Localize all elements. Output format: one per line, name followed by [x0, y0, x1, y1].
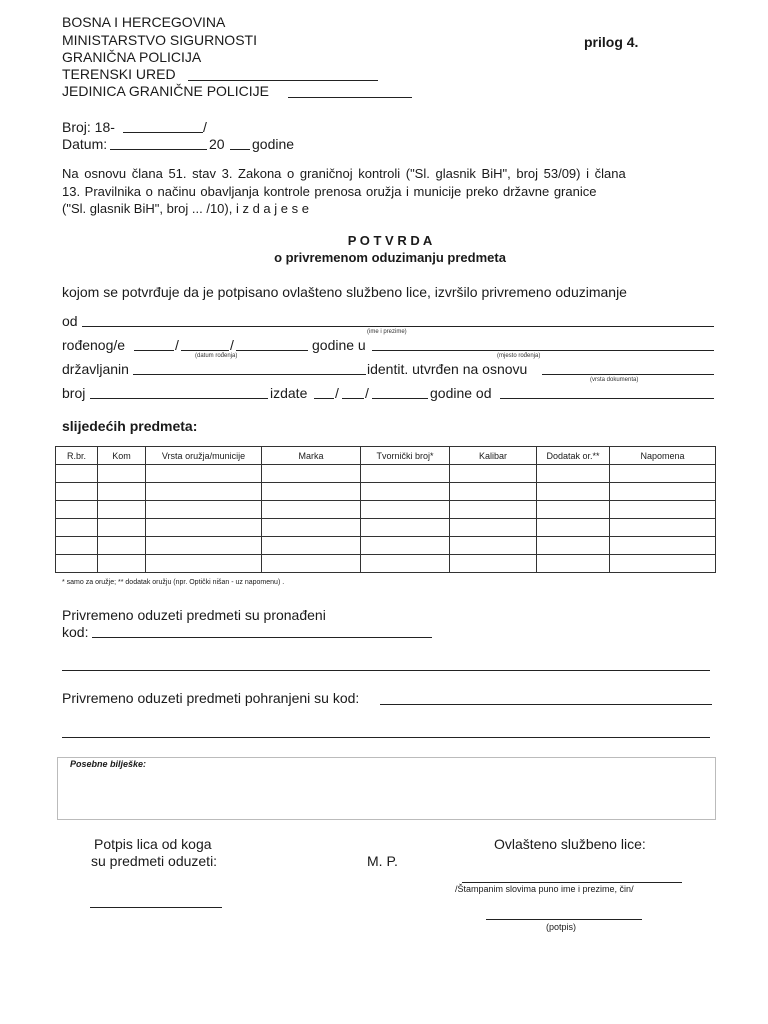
header-ministry-line-2: MINISTARSTVO SIGURNOSTI — [62, 32, 257, 48]
found-line — [92, 637, 432, 638]
issued-day-line — [314, 398, 334, 399]
issued-sep-1: / — [335, 385, 339, 401]
table-cell[interactable] — [56, 483, 98, 501]
table-cell[interactable] — [98, 465, 146, 483]
table-cell[interactable] — [146, 483, 262, 501]
born-label: rođenog/e — [62, 337, 126, 353]
document-title: P O T V R D A — [347, 233, 433, 248]
table-row — [56, 537, 716, 555]
table-cell[interactable] — [56, 501, 98, 519]
table-cell[interactable] — [450, 501, 537, 519]
broj-slash: / — [203, 119, 207, 135]
table-cell[interactable] — [450, 465, 537, 483]
signature-left-line-2: su predmeti oduzeti: — [91, 853, 218, 869]
intro-line-2: 13. Pravilnika o načinu obavljanja kontrole prenosa oružja i municije preko državne granice — [62, 184, 597, 199]
born-sep-1: / — [175, 337, 179, 353]
table-cell[interactable] — [361, 555, 450, 573]
col-napomena: Napomena — [610, 447, 716, 465]
table-cell[interactable] — [450, 537, 537, 555]
table-cell[interactable] — [537, 519, 610, 537]
col-marka: Marka — [262, 447, 361, 465]
table-cell[interactable] — [537, 501, 610, 519]
born-godine-u: godine u — [312, 337, 366, 353]
datum-label: Datum: — [62, 136, 108, 152]
table-cell[interactable] — [146, 519, 262, 537]
document-subtitle: o privremenom oduzimanju predmeta — [274, 250, 506, 265]
born-sep-2: / — [230, 337, 234, 353]
left-signature-line — [90, 907, 222, 908]
name-line — [82, 326, 714, 327]
table-cell[interactable] — [262, 519, 361, 537]
stored-line — [380, 704, 712, 705]
table-cell[interactable] — [361, 537, 450, 555]
issued-label: izdate — [270, 385, 308, 401]
items-heading: slijedećih predmeta: — [62, 418, 198, 434]
datum-godine: godine — [252, 136, 295, 152]
table-cell[interactable] — [98, 537, 146, 555]
items-footnote: * samo za oružje; ** dodatak oružju (npr. Optički nišan - uz napomenu) . — [62, 579, 285, 586]
born-place-line — [372, 350, 714, 351]
table-cell[interactable] — [262, 555, 361, 573]
number-line — [90, 398, 268, 399]
table-cell[interactable] — [361, 519, 450, 537]
born-month-line — [181, 350, 229, 351]
found-line-1: Privremeno oduzeti predmeti su pronađeni — [62, 607, 326, 623]
table-row — [56, 519, 716, 537]
born-day-line — [134, 350, 174, 351]
table-row — [56, 465, 716, 483]
items-table — [55, 446, 716, 573]
table-cell[interactable] — [537, 537, 610, 555]
col-vrsta: Vrsta oružja/municije — [146, 447, 262, 465]
table-cell[interactable] — [56, 465, 98, 483]
signature-left-line-1: Potpis lica od koga — [94, 836, 212, 852]
stored-label: Privremeno oduzeti predmeti pohranjeni su kod: — [62, 690, 360, 706]
header-field-office: TERENSKI URED — [62, 66, 176, 82]
signature-right-title: Ovlašteno službeno lice: — [494, 836, 646, 852]
statement-text: kojom se potvrđuje da je potpisano ovlašteno službeno lice, izvršilo privremeno oduzimanje — [62, 284, 627, 300]
intro-line-3: ("Sl. glasnik BiH", broj ... /10), i z d a j e s e — [62, 201, 309, 216]
born-place-hint: (mjesto rođenja) — [497, 353, 541, 359]
table-cell[interactable] — [610, 519, 716, 537]
field-office-line — [188, 80, 378, 81]
table-cell[interactable] — [56, 519, 98, 537]
table-cell[interactable] — [56, 555, 98, 573]
datum-year-prefix: 20 — [209, 136, 225, 152]
issued-sep-2: / — [365, 385, 369, 401]
table-cell[interactable] — [146, 537, 262, 555]
found-line-2: kod: — [62, 624, 89, 640]
table-row — [56, 501, 716, 519]
table-cell[interactable] — [450, 555, 537, 573]
col-kalibar: Kalibar — [450, 447, 537, 465]
header-ministry-line-1: BOSNA I HERCEGOVINA — [62, 14, 226, 30]
notes-box — [57, 757, 716, 820]
table-cell[interactable] — [98, 501, 146, 519]
table-cell[interactable] — [262, 483, 361, 501]
stored-extra-line — [62, 737, 710, 738]
table-cell[interactable] — [98, 519, 146, 537]
intro-line-1: Na osnovu člana 51. stav 3. Zakona o graničnoj kontroli ("Sl. glasnik BiH", broj 53/09) i člana — [62, 166, 626, 181]
table-cell[interactable] — [450, 519, 537, 537]
table-cell[interactable] — [146, 465, 262, 483]
table-row — [56, 555, 716, 573]
identity-line — [542, 374, 714, 375]
broj-line — [123, 132, 203, 133]
found-extra-line — [62, 670, 710, 671]
citizen-label: državljanin — [62, 361, 129, 377]
table-cell[interactable] — [98, 483, 146, 501]
table-row — [56, 483, 716, 501]
table-cell[interactable] — [610, 555, 716, 573]
col-kom: Kom — [98, 447, 146, 465]
border-unit-line — [288, 97, 412, 98]
table-cell[interactable] — [361, 483, 450, 501]
issued-godine-od: godine od — [430, 385, 492, 401]
table-cell[interactable] — [146, 555, 262, 573]
annex-label: prilog 4. — [584, 34, 639, 50]
official-signature-hint: (potpis) — [546, 922, 577, 932]
broj-label: Broj: 18- — [62, 119, 115, 135]
issued-month-line — [342, 398, 364, 399]
official-signature-line — [486, 919, 642, 920]
table-cell[interactable] — [610, 465, 716, 483]
notes-label: Posebne bilješke: — [70, 759, 147, 769]
table-cell[interactable] — [610, 483, 716, 501]
name-hint: (ime i prezime) — [367, 329, 407, 335]
table-cell[interactable] — [537, 483, 610, 501]
table-cell[interactable] — [98, 555, 146, 573]
number-label: broj — [62, 385, 86, 401]
issued-year-line — [372, 398, 428, 399]
col-rbr: R.br. — [56, 447, 98, 465]
stamp-label: M. P. — [367, 853, 398, 869]
table-cell[interactable] — [262, 537, 361, 555]
table-cell[interactable] — [450, 483, 537, 501]
table-cell[interactable] — [262, 501, 361, 519]
table-cell[interactable] — [361, 465, 450, 483]
table-cell[interactable] — [361, 501, 450, 519]
items-header-row — [56, 447, 716, 465]
table-cell[interactable] — [537, 555, 610, 573]
born-year-line — [236, 350, 308, 351]
citizen-line — [133, 374, 366, 375]
identity-label: identit. utvrđen na osnovu — [367, 361, 528, 377]
datum-line — [110, 149, 207, 150]
col-tvornicki-broj: Tvornički broj* — [361, 447, 450, 465]
table-cell[interactable] — [610, 501, 716, 519]
issued-by-line — [500, 398, 714, 399]
od-label: od — [62, 313, 78, 329]
table-cell[interactable] — [610, 537, 716, 555]
header-border-unit: JEDINICA GRANIČNE POLICIJE — [62, 83, 269, 99]
official-name-line — [462, 882, 682, 883]
identity-doc-hint: (vrsta dokumenta) — [590, 377, 639, 383]
col-dodatak: Dodatak or.** — [537, 447, 610, 465]
official-name-hint: /Štampanim slovima puno ime i prezime, čin/ — [455, 884, 634, 894]
table-cell[interactable] — [537, 465, 610, 483]
datum-year-line — [230, 149, 250, 150]
header-ministry-line-3: GRANIČNA POLICIJA — [62, 49, 202, 65]
table-cell[interactable] — [56, 537, 98, 555]
born-date-hint: (datum rođenja) — [195, 353, 238, 359]
table-cell[interactable] — [146, 501, 262, 519]
table-cell[interactable] — [262, 465, 361, 483]
